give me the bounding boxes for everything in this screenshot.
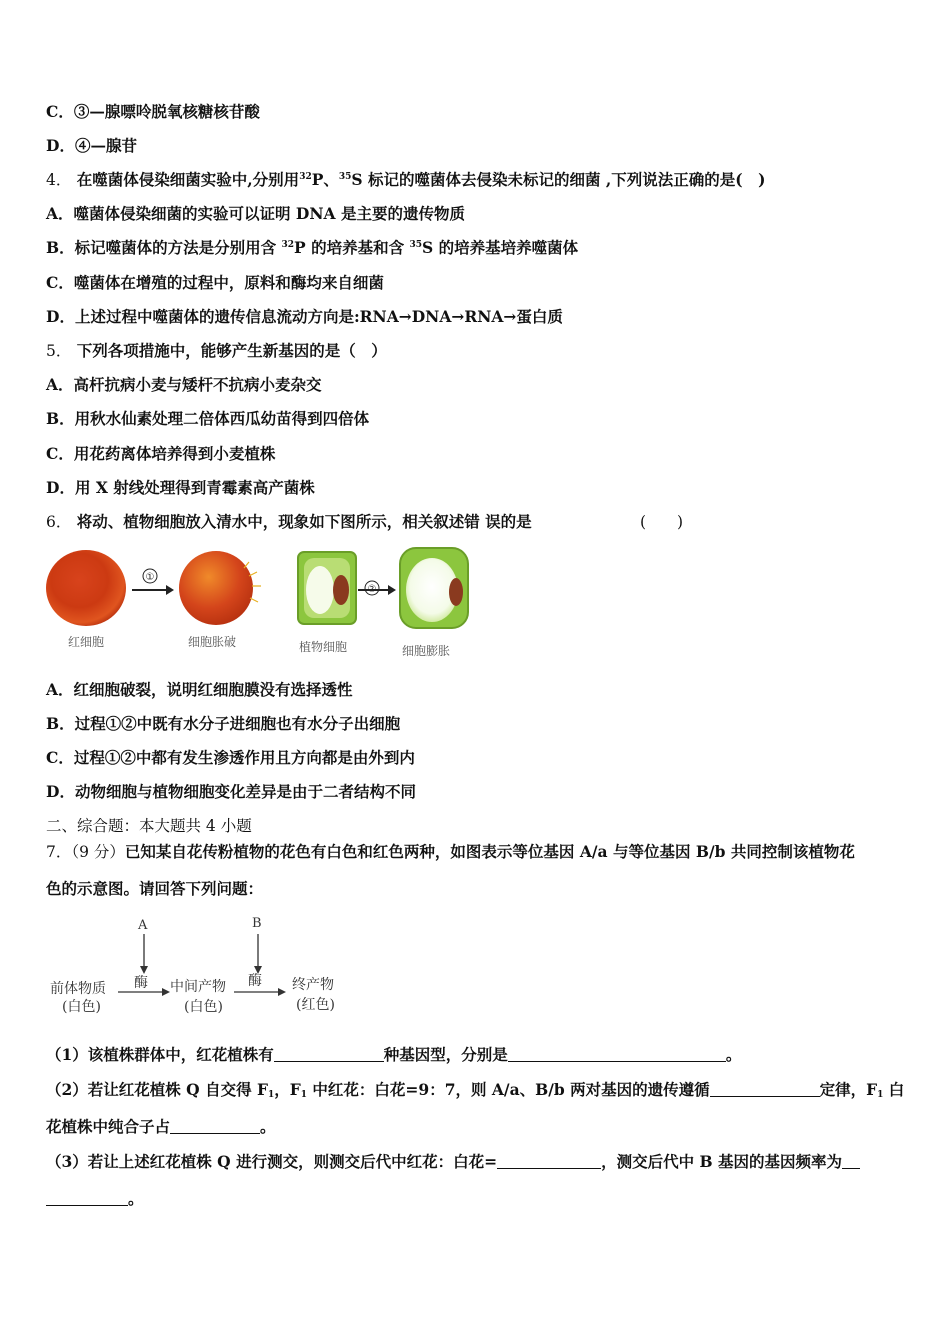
q4-option-a: A．噬菌体侵染细菌的实验可以证明 DNA 是主要的遗传物质 bbox=[46, 204, 465, 223]
q7-p2-blank-2[interactable] bbox=[170, 1119, 260, 1134]
final-product-label: 终产物 bbox=[292, 977, 334, 993]
q4-number: 4． bbox=[46, 171, 72, 189]
q4-option-d: D．上述过程中噬菌体的遗传信息流动方向是:RNA→DNA→RNA→蛋白质 bbox=[46, 307, 563, 326]
q7-p1-blank-1[interactable] bbox=[274, 1047, 384, 1062]
q7-p2-text-c: 中红花：白花=9：7，则 A/a、B/b 两对基因的遗传遵循 bbox=[307, 1080, 710, 1099]
q6-number: 6． bbox=[46, 513, 72, 531]
q4-b-sup-2: 35 bbox=[409, 240, 423, 250]
caption-cell-burst: 细胞胀破 bbox=[188, 635, 237, 649]
q6-option-b: B．过程①②中既有水分子进细胞也有水分子出细胞 bbox=[46, 714, 401, 733]
q4-b-text-3: S 的培养基培养噬菌体 bbox=[422, 238, 579, 257]
q7-p2-text-d: 定律，F bbox=[819, 1080, 878, 1099]
q7-part-3-line2 bbox=[46, 1189, 144, 1209]
q6-option-c: C．过程①②中都有发生渗透作用且方向都是由外到内 bbox=[46, 748, 415, 767]
q7-p3-text-a: （3）若让上述红花植株 Q 进行测交，则测交后代中红花：白花= bbox=[46, 1152, 498, 1171]
q7-p3-end: 。 bbox=[128, 1189, 144, 1208]
q7-p2-line2-text: 花植株中纯合子占 bbox=[46, 1117, 171, 1136]
q3-option-c: C．③—腺嘌呤脱氧核糖核苷酸 bbox=[46, 102, 260, 121]
q7-p3-text-b: ，测交后代中 B 基因的基因频率为 bbox=[601, 1152, 842, 1171]
caption-cell-swell: 细胞膨胀 bbox=[402, 644, 451, 658]
q6-option-d: D．动物细胞与植物细胞变化差异是由于二者结构不同 bbox=[46, 782, 416, 801]
q6-answer-paren: ( ) bbox=[640, 513, 684, 531]
step-2-label: ② bbox=[367, 584, 377, 595]
q6-cell-figure bbox=[44, 546, 474, 630]
q7-p2-sub-2: 1 bbox=[300, 1090, 308, 1100]
q7-score: （9 分） bbox=[71, 843, 125, 861]
q7-stem-text-1: 已知某自花传粉植物的花色有白色和红色两种，如图表示等位基因 A/a 与等位基因 B/b 共同控制该植物花 bbox=[124, 842, 855, 861]
q5-option-c: C．用花药离体培养得到小麦植株 bbox=[46, 444, 276, 463]
precursor-label: 前体物质 bbox=[50, 981, 106, 997]
q4-stem-text-2: S 标记的噬菌体去侵染未标记的细菌 ,下列说法正确的是( ) bbox=[351, 170, 766, 189]
arrow-2-head-icon bbox=[388, 585, 396, 595]
red-blood-cell-icon bbox=[46, 550, 126, 626]
caption-plant-cell: 植物细胞 bbox=[299, 640, 348, 654]
step-1-label: ① bbox=[145, 572, 155, 583]
q4-option-b bbox=[46, 238, 578, 258]
q4-p: P、 bbox=[311, 170, 339, 189]
q7-p2-sub-1: 1 bbox=[267, 1090, 275, 1100]
q5-option-a: A．高杆抗病小麦与矮杆不抗病小麦杂交 bbox=[46, 375, 322, 394]
q6-option-a: A．红细胞破裂，说明红细胞膜没有选择透性 bbox=[46, 680, 353, 699]
enzyme-label-1: 酶 bbox=[134, 975, 148, 991]
q5-option-d: D．用 X 射线处理得到青霉素高产菌株 bbox=[46, 478, 315, 497]
q4-b-text-2: P 的培养基和含 bbox=[294, 238, 410, 257]
q7-p1-blank-2[interactable] bbox=[508, 1047, 726, 1062]
gene-a-label: A bbox=[138, 918, 148, 933]
q7-p2-text-a: （2）若让红花植株 Q 自交得 F bbox=[46, 1080, 268, 1099]
q7-part-1 bbox=[46, 1045, 741, 1065]
q7-stem-line2: 色的示意图。请回答下列问题： bbox=[46, 879, 264, 898]
enzyme-label-2: 酶 bbox=[248, 973, 262, 989]
q6-stem bbox=[46, 512, 532, 532]
q5-option-b: B．用秋水仙素处理二倍体西瓜幼苗得到四倍体 bbox=[46, 409, 370, 428]
q4-stem bbox=[46, 170, 765, 190]
caption-red-blood-cell: 红细胞 bbox=[68, 635, 105, 649]
q4-b-text-1: B．标记噬菌体的方法是分别用含 bbox=[46, 238, 282, 257]
precursor-color: (白色) bbox=[62, 999, 101, 1015]
section-2-title: 二、综合题：本大题共 4 小题 bbox=[46, 817, 252, 835]
burst-cell-icon bbox=[179, 551, 253, 625]
q4-stem-text: 在噬菌体侵染细菌实验中,分别用 bbox=[76, 170, 300, 189]
q6-stem-text: 将动、植物细胞放入清水中，现象如下图所示，相关叙述错 误的是 bbox=[76, 512, 532, 531]
q7-stem-line1 bbox=[46, 842, 855, 862]
q3-option-d: D．④—腺苷 bbox=[46, 136, 137, 155]
pathway-arrowhead-2-icon bbox=[278, 988, 286, 996]
q7-p2-text-b: ，F bbox=[274, 1080, 301, 1099]
q7-p2-blank-1[interactable] bbox=[710, 1082, 820, 1097]
q7-p3-blank-2b[interactable] bbox=[46, 1191, 128, 1206]
q5-stem bbox=[46, 341, 387, 361]
q4-sup-35: 35 bbox=[338, 172, 352, 182]
q7-p1-text-b: 种基因型，分别是 bbox=[383, 1045, 508, 1064]
q7-part-3 bbox=[46, 1152, 860, 1172]
q4-sup-32: 32 bbox=[299, 172, 312, 182]
q7-part-2-line2 bbox=[46, 1117, 276, 1137]
q7-p2-end: 。 bbox=[260, 1117, 276, 1136]
intermediate-color: (白色) bbox=[184, 999, 223, 1015]
q7-p3-blank-2a[interactable] bbox=[842, 1154, 860, 1169]
arrow-1-head-icon bbox=[166, 585, 174, 595]
q7-p1-end: 。 bbox=[725, 1045, 742, 1064]
q7-p2-sub-3: 1 bbox=[877, 1090, 884, 1100]
q5-stem-text: 下列各项措施中，能够产生新基因的是（ ） bbox=[76, 341, 387, 360]
q5-number: 5． bbox=[46, 342, 72, 360]
q7-part-2 bbox=[46, 1080, 904, 1100]
q7-number: 7． bbox=[46, 843, 72, 861]
q7-p2-text-e: 白 bbox=[883, 1080, 905, 1099]
intermediate-label: 中间产物 bbox=[170, 979, 226, 995]
gene-b-label: B bbox=[252, 916, 262, 931]
q4-b-sup-1: 32 bbox=[281, 240, 295, 250]
final-product-color: (红色) bbox=[296, 997, 335, 1013]
q7-p1-text-a: （1）该植株群体中，红花植株有 bbox=[46, 1045, 274, 1064]
q7-p3-blank-1[interactable] bbox=[497, 1154, 601, 1169]
q4-option-c: C．噬菌体在增殖的过程中，原料和酶均来自细菌 bbox=[46, 273, 384, 292]
pathway-arrowhead-1-icon bbox=[162, 988, 170, 996]
